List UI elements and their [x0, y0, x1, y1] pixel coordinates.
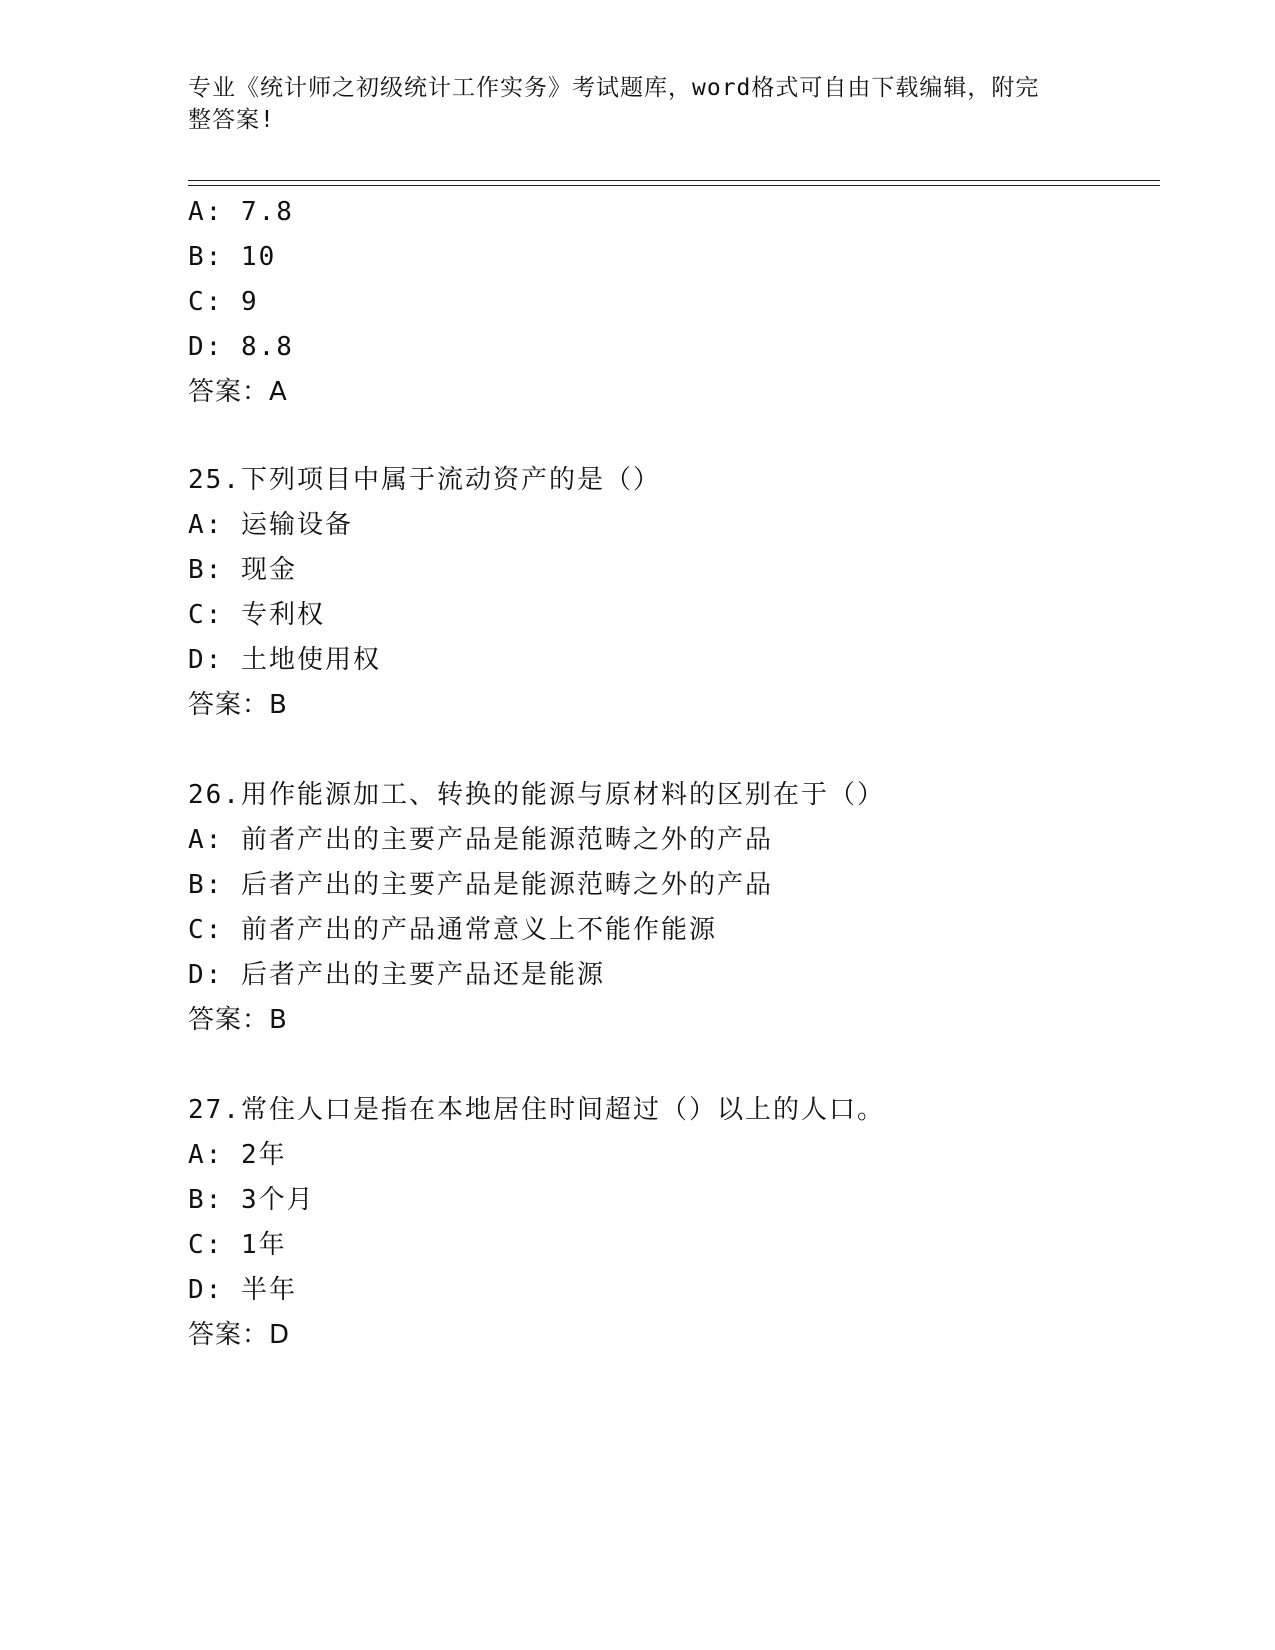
q26-option-c: C: 前者产出的产品通常意义上不能作能源	[188, 915, 717, 945]
page-header	[188, 72, 1068, 136]
header-line-1: 专业《统计师之初级统计工作实务》考试题库，word格式可自由下载编辑，附完	[188, 75, 1040, 101]
q24-option-d: D: 8.8	[188, 332, 294, 362]
q24-option-c: C: 9	[188, 287, 259, 317]
q27-option-a: A: 2年	[188, 1140, 287, 1170]
q25-option-d: D: 土地使用权	[188, 645, 381, 675]
header-divider-top	[188, 180, 1160, 181]
header-divider-bottom	[188, 185, 1160, 186]
q27-answer: 答案：D	[188, 1320, 291, 1350]
q24-option-a: A: 7.8	[188, 197, 294, 227]
q26-option-d: D: 后者产出的主要产品还是能源	[188, 960, 605, 990]
q24-answer: 答案：A	[188, 377, 288, 407]
q27-question: 27.常住人口是指在本地居住时间超过（）以上的人口。	[188, 1095, 885, 1125]
q27-option-d: D: 半年	[188, 1275, 297, 1305]
q27-option-c: C: 1年	[188, 1230, 287, 1260]
header-line-2: 整答案!	[188, 107, 275, 133]
q24-option-b: B: 10	[188, 242, 277, 272]
q26-question: 26.用作能源加工、转换的能源与原材料的区别在于（）	[188, 780, 885, 810]
q25-option-a: A: 运输设备	[188, 510, 353, 540]
q25-answer: 答案：B	[188, 690, 288, 720]
q26-option-b: B: 后者产出的主要产品是能源范畴之外的产品	[188, 870, 773, 900]
q25-option-b: B: 现金	[188, 555, 297, 585]
q27-option-b: B: 3个月	[188, 1185, 315, 1215]
q26-answer: 答案：B	[188, 1005, 288, 1035]
q26-option-a: A: 前者产出的主要产品是能源范畴之外的产品	[188, 825, 773, 855]
q25-option-c: C: 专利权	[188, 600, 325, 630]
q25-question: 25.下列项目中属于流动资产的是（）	[188, 465, 661, 495]
